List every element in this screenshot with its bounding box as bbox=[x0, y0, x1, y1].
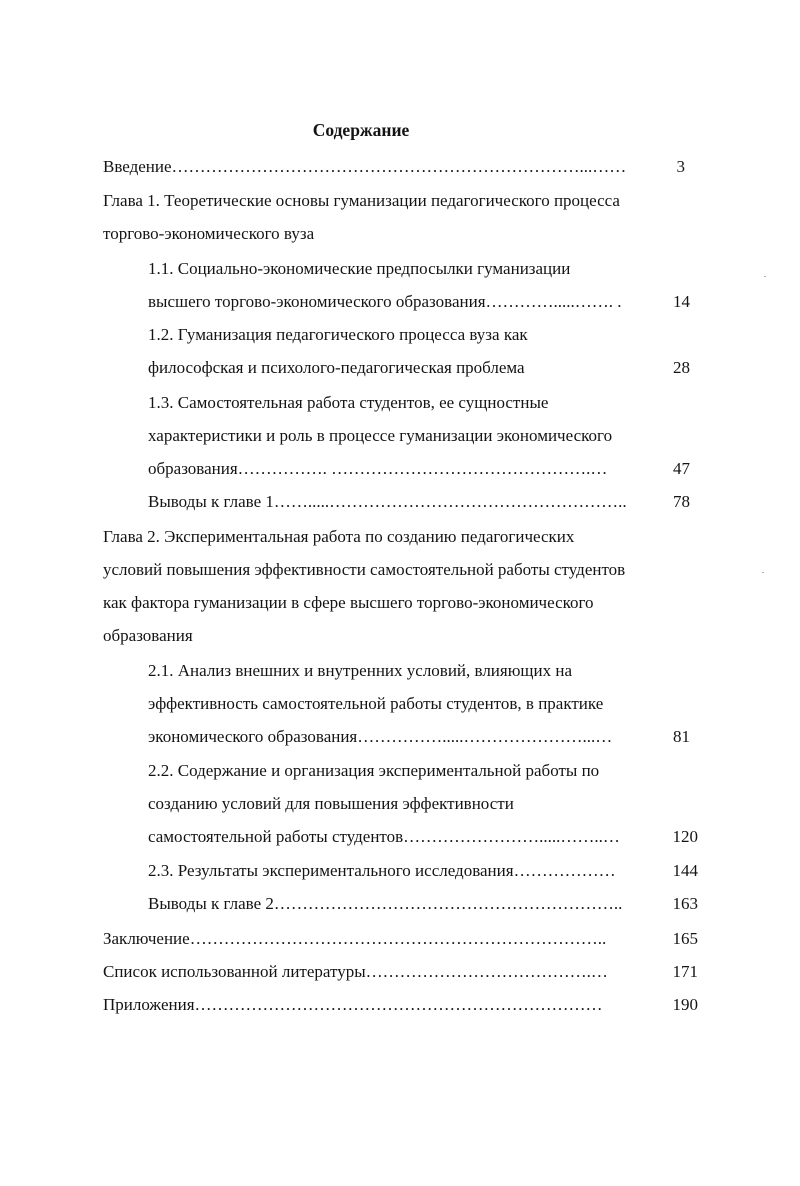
toc-entry-chapter-2: Глава 2. Экспериментальная работа по созданию педагогических bbox=[103, 527, 575, 546]
toc-entry-conclusion: Заключение……………………………………………………………….. bbox=[103, 929, 607, 948]
toc-page-number: 144 bbox=[672, 861, 698, 880]
toc-entry-chapter-2-line-3: как фактора гуманизации в сфере высшего торгово-экономического bbox=[103, 593, 594, 612]
toc-page-number: 28 bbox=[673, 358, 690, 377]
scan-speck bbox=[762, 572, 764, 573]
toc-entry-section-2-1-line-2: эффективность самостоятельной работы студентов, в практике bbox=[148, 694, 604, 713]
page-title: Содержание bbox=[312, 120, 410, 140]
toc-page-number: 163 bbox=[672, 894, 698, 913]
toc-page-number: 120 bbox=[672, 827, 698, 846]
toc-entry-section-1-1-line-2: высшего торгово-экономического образования………….....……. . bbox=[148, 292, 622, 311]
toc-entry-section-2-1: 2.1. Анализ внешних и внутренних условий, влияющих на bbox=[148, 661, 573, 680]
toc-entry-section-2-2-line-3: самостоятельной работы студентов…………………….....……..… bbox=[148, 827, 620, 846]
toc-entry-section-1-2: 1.2. Гуманизация педагогического процесса вуза как bbox=[148, 325, 528, 344]
toc-entry-chapter-2-line-4: образования bbox=[103, 626, 193, 645]
toc-entry-chapter-1-line-2: торгово-экономического вуза bbox=[103, 224, 315, 243]
toc-entry-appendices: Приложения……………………………………………………………… bbox=[103, 995, 603, 1014]
toc-entry-section-1-3-line-2: характеристики и роль в процессе гуманизации экономического bbox=[148, 426, 613, 445]
toc-entry-section-1-3: 1.3. Самостоятельная работа студентов, ее сущностные bbox=[148, 393, 549, 412]
toc-page-number: 190 bbox=[672, 995, 698, 1014]
toc-page-number: 3 bbox=[676, 157, 685, 176]
toc-entry-chapter-2-line-2: условий повышения эффективности самостоятельной работы студентов bbox=[103, 560, 626, 579]
toc-page-number: 81 bbox=[673, 727, 690, 746]
toc-entry-conclusions-1: Выводы к главе 1…….....…………………………………………….. bbox=[148, 492, 627, 511]
toc-page-number: 78 bbox=[673, 492, 690, 511]
toc-entry-section-1-3-line-3: образования……………. ……………………………………….… bbox=[148, 459, 608, 478]
toc-entry-chapter-1: Глава 1. Теоретические основы гуманизации педагогического процесса bbox=[103, 191, 620, 210]
toc-page-number: 171 bbox=[672, 962, 698, 981]
scan-speck bbox=[764, 276, 766, 277]
toc-page-number: 165 bbox=[672, 929, 698, 948]
toc-entry-conclusions-2: Выводы к главе 2…………………………………………………….. bbox=[148, 894, 623, 913]
toc-entry-section-1-2-line-2: философская и психолого-педагогическая проблема bbox=[148, 358, 525, 377]
toc-entry-section-2-1-line-3: экономического образования…………….....…………………...… bbox=[148, 727, 613, 746]
toc-entry-section-2-2-line-2: созданию условий для повышения эффективности bbox=[148, 794, 514, 813]
toc-entry-section-1-1: 1.1. Социально-экономические предпосылки гуманизации bbox=[148, 259, 571, 278]
toc-entry-introduction: Введение………………………………………………………………...…… bbox=[103, 157, 627, 176]
toc-entry-section-2-3: 2.3. Результаты экспериментального исследования……………… bbox=[148, 861, 616, 880]
toc-entry-bibliography: Список использованной литературы………………………………….… bbox=[103, 962, 608, 981]
toc-page-number: 47 bbox=[673, 459, 690, 478]
toc-entry-section-2-2: 2.2. Содержание и организация экспериментальной работы по bbox=[148, 761, 600, 780]
toc-page-number: 14 bbox=[673, 292, 690, 311]
